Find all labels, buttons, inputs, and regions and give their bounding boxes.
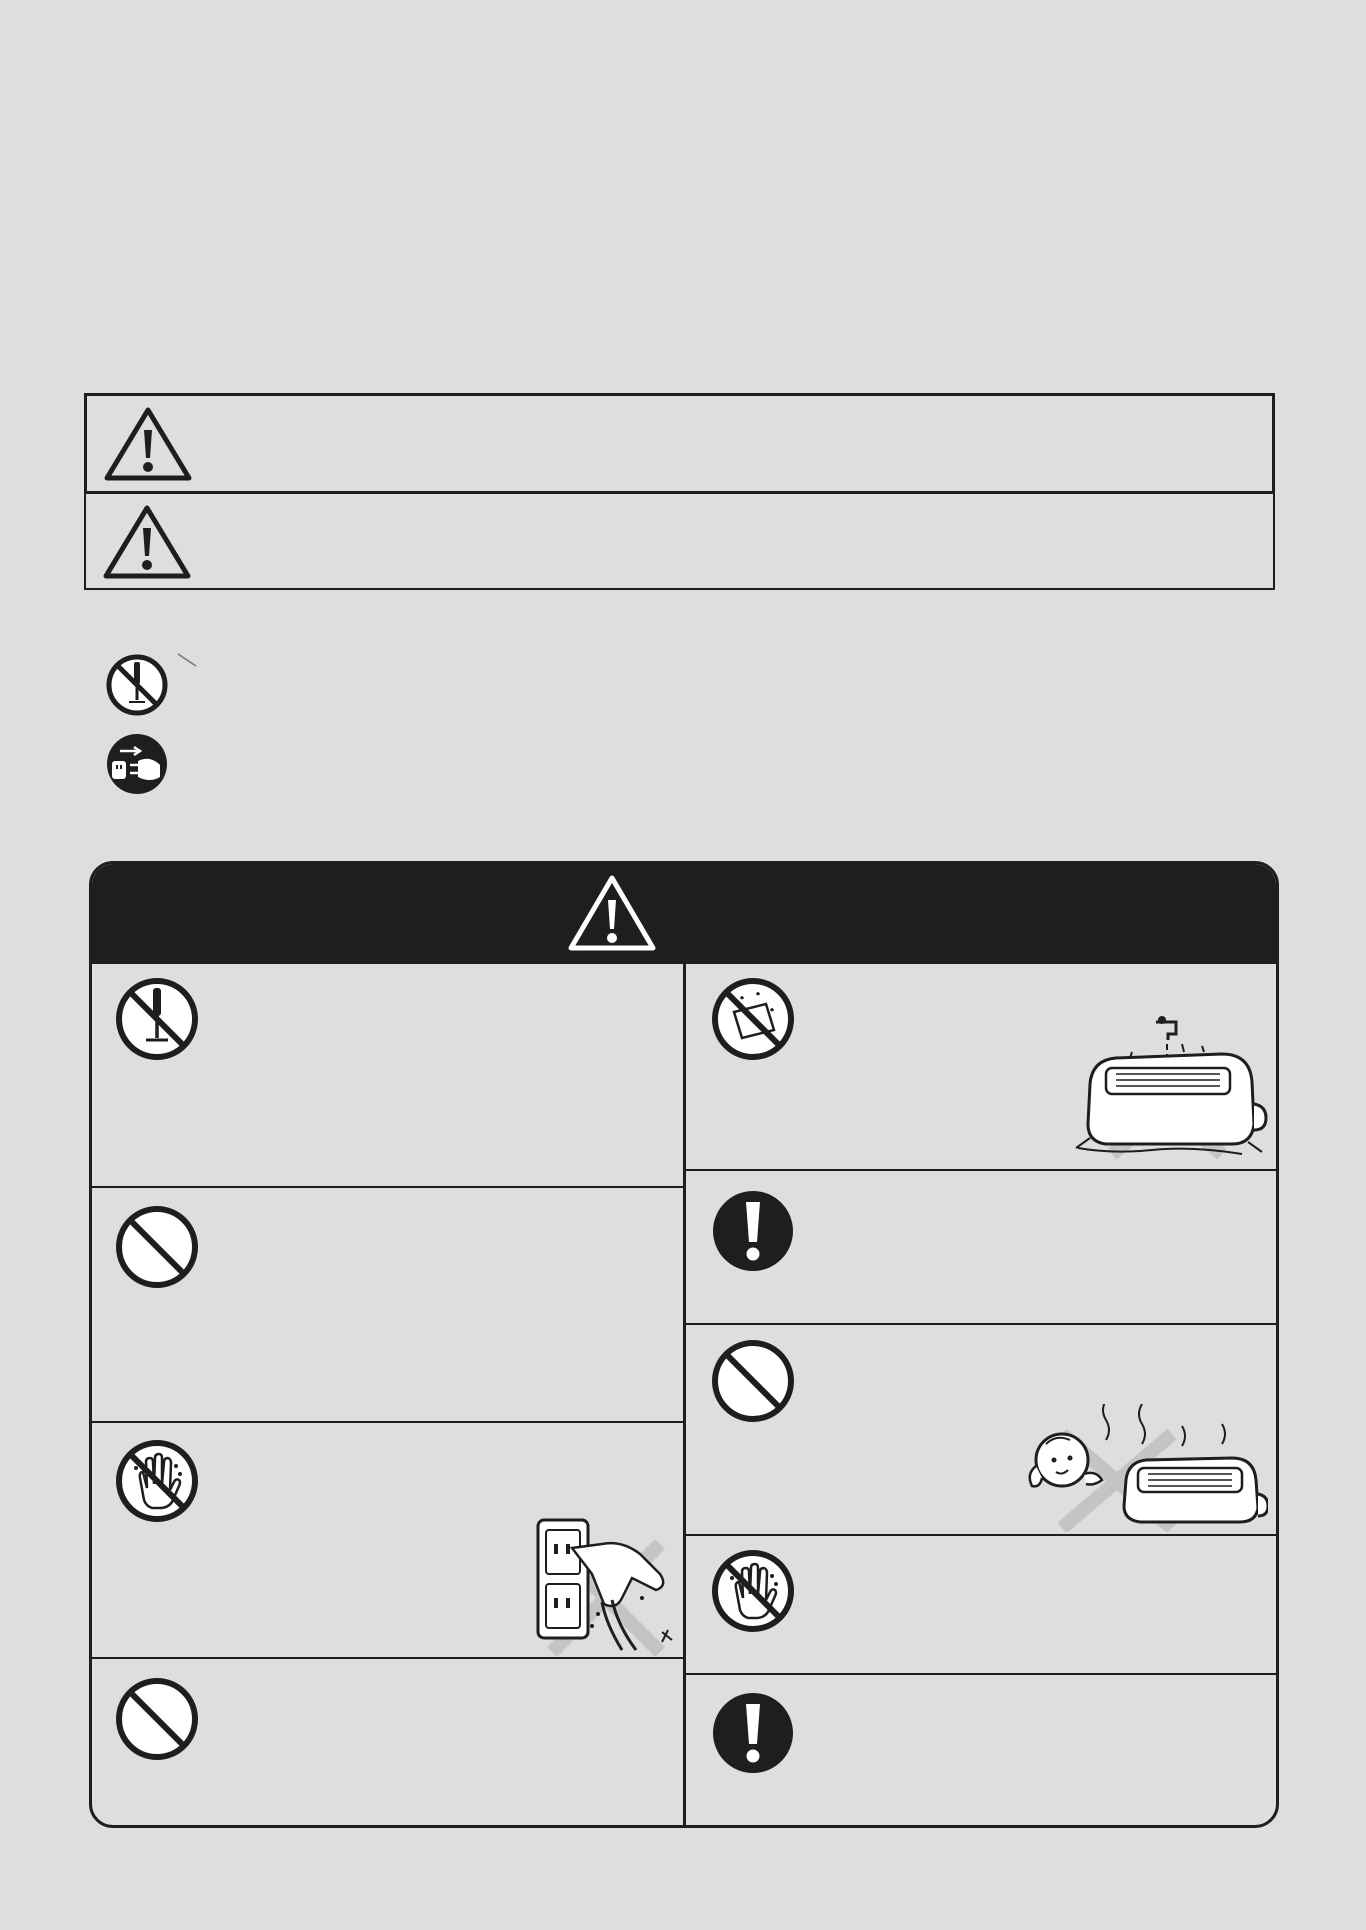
signal-word-legend xyxy=(84,393,1275,590)
legend-row-warning xyxy=(84,393,1275,494)
row-divider xyxy=(686,1673,1279,1675)
wet-hands-plug-illustration xyxy=(532,1514,682,1656)
annotation-tick-mark xyxy=(176,652,198,668)
no-disassembly-icon xyxy=(114,976,200,1062)
row-divider xyxy=(686,1323,1279,1325)
appliance-water-illustration xyxy=(1072,1014,1268,1162)
row-divider xyxy=(92,1421,683,1423)
prohibited-icon xyxy=(114,1676,200,1762)
warning-triangle-icon xyxy=(566,873,658,953)
legend-row-caution xyxy=(84,492,1275,590)
no-disassembly-icon xyxy=(104,652,170,718)
column-divider xyxy=(683,964,686,1828)
prohibited-icon xyxy=(114,1204,200,1290)
prohibited-icon xyxy=(710,1338,796,1424)
warning-triangle-icon xyxy=(102,504,192,580)
warning-panel-header xyxy=(92,864,1276,964)
row-divider xyxy=(686,1169,1279,1171)
warning-triangle-icon xyxy=(103,406,193,482)
child-near-appliance-illustration xyxy=(1022,1404,1268,1532)
row-divider xyxy=(686,1534,1279,1536)
unplug-icon xyxy=(104,731,170,797)
no-water-icon xyxy=(710,976,796,1062)
mandatory-icon xyxy=(710,1690,796,1776)
row-divider xyxy=(92,1186,683,1188)
mandatory-icon xyxy=(710,1188,796,1274)
no-wet-hands-icon xyxy=(114,1438,200,1524)
row-divider xyxy=(92,1657,683,1659)
no-wet-hands-icon xyxy=(710,1548,796,1634)
warning-panel xyxy=(89,861,1279,1828)
